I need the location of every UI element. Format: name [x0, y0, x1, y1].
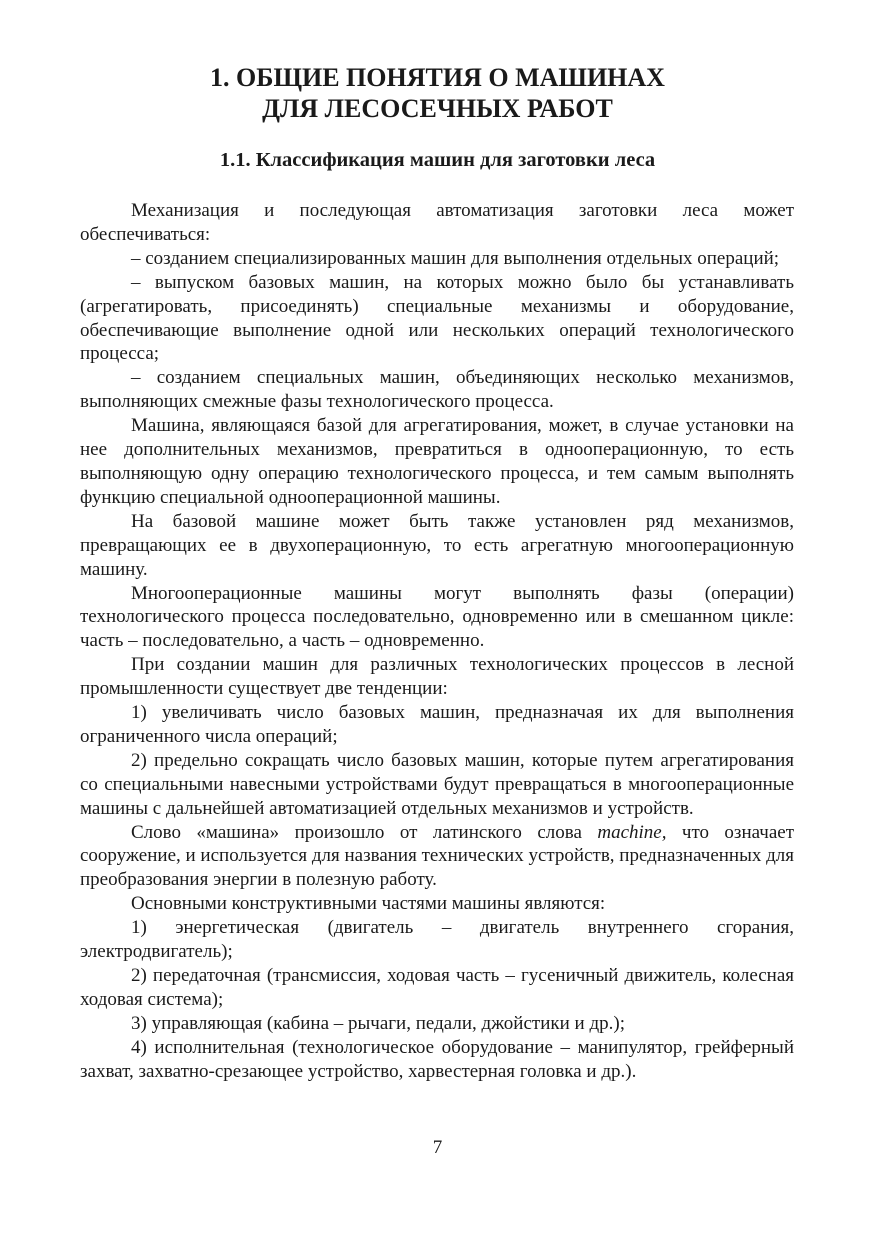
chapter-title-line-1: 1. ОБЩИЕ ПОНЯТИЯ О МАШИНАХ [210, 63, 665, 92]
list-item: 2) передаточная (трансмиссия, ходовая часть – гусеничный движитель, колесная ходовая система); [80, 965, 794, 1010]
list-item: 1) увеличивать число базовых машин, предназначая их для выполнения ограниченного числа операций; [80, 702, 794, 747]
list-item: 2) предельно сокращать число базовых машин, которые путем агрегатирования со специальными навесными устройствами будут превращаться в многооперационные машины с дальнейшей автоматизацией отдельных механизмов и устройств. [80, 749, 794, 819]
body-text [80, 199, 794, 1084]
etymology-text-after: что означает сооружение, и используется для названия технических устройств, предназначенных для преобразования энергии в полезную работу. [80, 821, 795, 891]
page-number: 7 [432, 1137, 443, 1158]
chapter-title [0, 62, 875, 124]
etymology-text-before: Слово «машина» произошло от латинского слова [131, 821, 598, 843]
latin-term: machine, [597, 821, 667, 843]
paragraph: Механизация и последующая автоматизация заготовки леса может обеспечиваться: [80, 200, 794, 245]
section-title: 1.1. Классификация машин для заготовки леса [219, 149, 656, 171]
list-item: 4) исполнительная (технологическое оборудование – манипулятор, грейферный захват, захватно-срезающее устройство, харвестерная головка и др.). [80, 1036, 794, 1082]
list-item: 3) управляющая (кабина – рычаги, педали, джойстики и др.); [131, 1012, 625, 1034]
list-item: 1) энергетическая (двигатель – двигатель внутреннего сгорания, электродвигатель); [80, 917, 794, 963]
list-item: – выпуском базовых машин, на которых можно было бы устанавливать (агрегатировать, присоединять) специальные механизмы и оборудование, обеспечивающие выполнение одной или нескольких операций технологического процесса; [80, 271, 794, 365]
paragraph-machine-etymology [80, 821, 794, 893]
paragraph: Машина, являющаяся базой для агрегатирования, может, в случае установки на нее дополнительных механизмов, превратиться в однооперационную, то есть выполняющую одну операцию технологического процесса, и тем самым выполнять функцию специальной однооперационной машины. [80, 415, 794, 508]
paragraph: На базовой машине может быть также установлен ряд механизмов, превращающих ее в двухоперационную, то есть агрегатную многооперационную машину. [80, 510, 794, 580]
paragraph: Многооперационные машины могут выполнять фазы (операции) технологического процесса последовательно, одновременно или в смешанном цикле: часть – последовательно, а часть – одновременно. [80, 582, 794, 652]
list-item: – созданием специальных машин, объединяющих несколько механизмов, выполняющих смежные фазы технологического процесса. [80, 367, 794, 413]
list-item: – созданием специализированных машин для выполнения отдельных операций; [131, 247, 780, 269]
chapter-title-line-2: ДЛЯ ЛЕСОСЕЧНЫХ РАБОТ [262, 94, 613, 123]
paragraph: При создании машин для различных технологических процессов в лесной промышленности существует две тенденции: [80, 654, 794, 700]
paragraph: Основными конструктивными частями машины являются: [131, 893, 606, 915]
